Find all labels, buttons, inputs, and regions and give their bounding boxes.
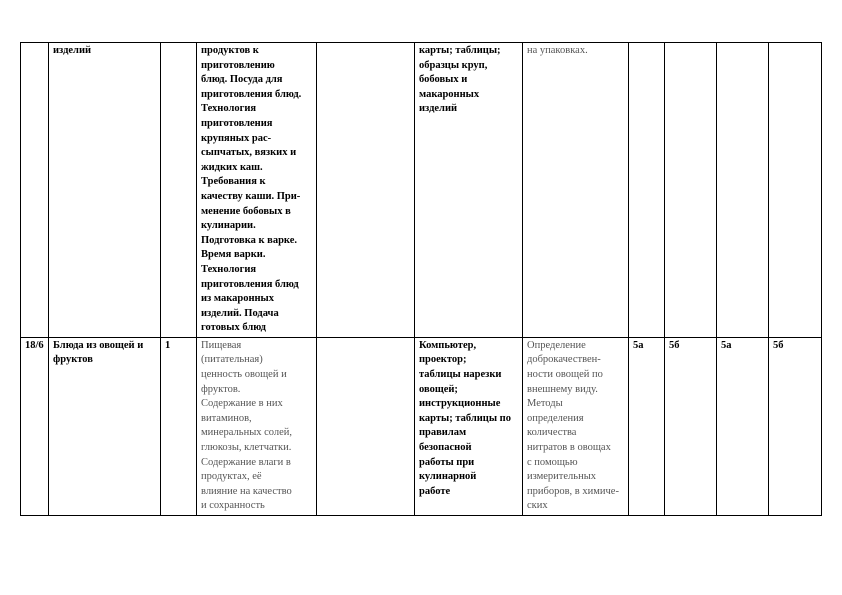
cell-class-2: 5б	[665, 337, 717, 515]
table-row	[21, 43, 822, 338]
cell-number: 18/6	[21, 337, 49, 515]
table-row	[21, 337, 822, 515]
cell-practical: на упаковках.	[523, 43, 629, 338]
cell-class-2	[665, 43, 717, 338]
cell-content: продуктов к приготовлению блюд. Посуда для приготовления блюд. Технология приготовления крупяных рас- сыпчатых, вязких и жидких каш. Требования к качеству каши. При- менение бобовых в кулинарии. Подготовка к варке. Время варки. Технология приготовления блюд из макаронных изделий. Подача готовых блюд	[197, 43, 317, 338]
cell-topic: изделий	[49, 43, 161, 338]
cell-extra	[317, 43, 415, 338]
cell-equipment: Компьютер, проектор; таблицы нарезки овощей; инструкционные карты; таблицы по правилам безопасной работы при кулинарной работе	[415, 337, 523, 515]
cell-class-1: 5а	[629, 337, 665, 515]
cell-class-4	[769, 43, 822, 338]
cell-class-3	[717, 43, 769, 338]
cell-practical: Определение доброкачествен- ности овощей по внешнему виду. Методы определения количества нитратов в овощах с помощью измерительных приборов, в химиче- ских	[523, 337, 629, 515]
cell-content: Пищевая (питательная) ценность овощей и фруктов. Содержание в них витаминов, минеральных солей, глюкозы, клетчатки. Содержание влаги в продуктах, её влияние на качество и сохранность	[197, 337, 317, 515]
cell-number	[21, 43, 49, 338]
cell-topic: Блюда из овощей и фруктов	[49, 337, 161, 515]
cell-class-4: 5б	[769, 337, 822, 515]
cell-extra	[317, 337, 415, 515]
cell-class-1	[629, 43, 665, 338]
cell-class-3: 5а	[717, 337, 769, 515]
cell-hours: 1	[161, 337, 197, 515]
cell-equipment: карты; таблицы; образцы круп, бобовых и макаронных изделий	[415, 43, 523, 338]
lesson-plan-table	[20, 42, 822, 516]
cell-hours	[161, 43, 197, 338]
